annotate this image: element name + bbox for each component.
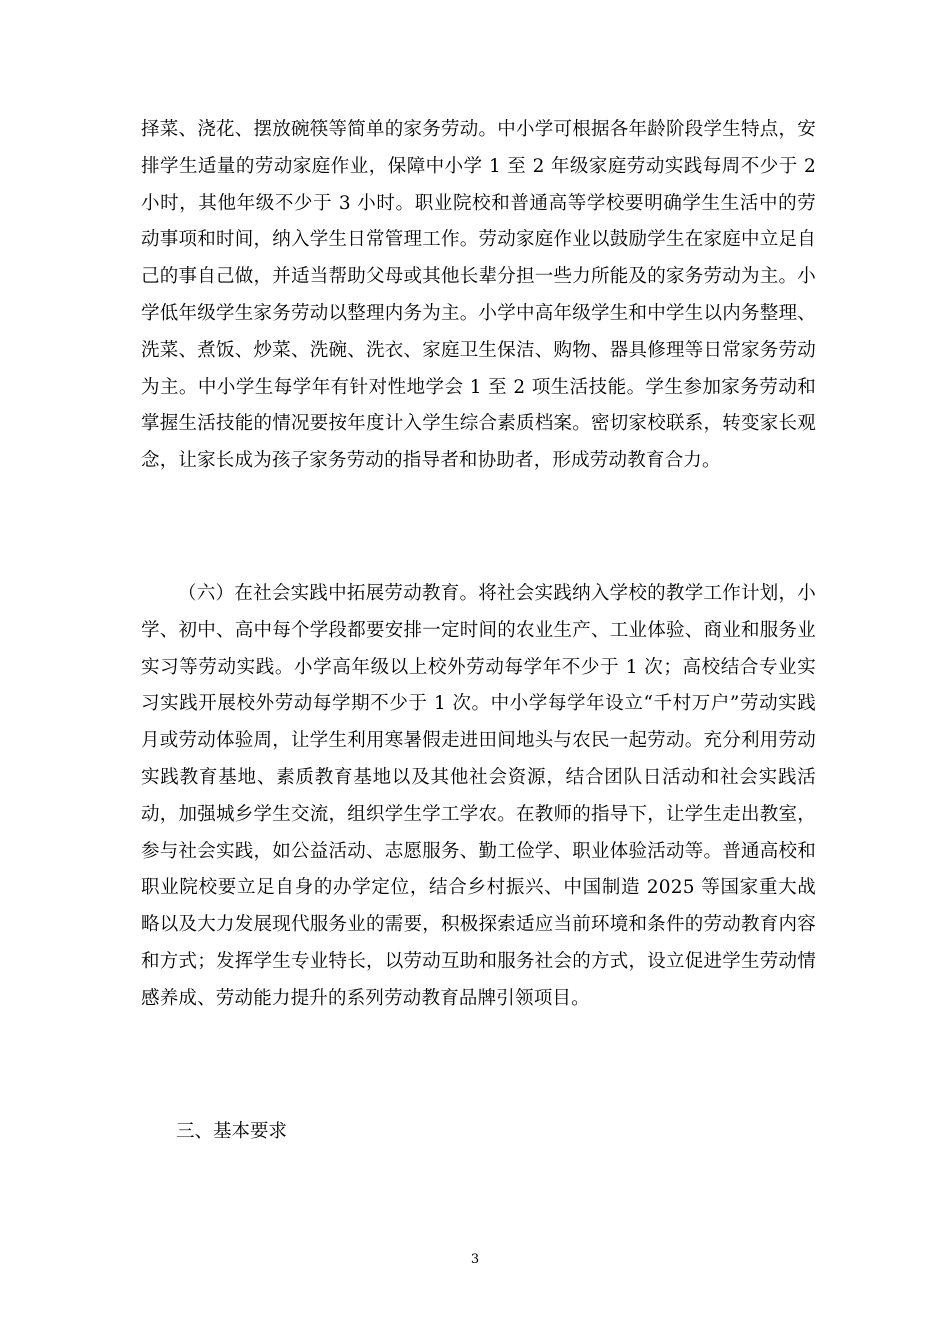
section-heading: 三、基本要求 [176,1121,288,1142]
paragraph-social-practice: （六）在社会实践中拓展劳动教育。将社会实践纳入学校的教学工作计划，小学、初中、高中每个学段都要安排一定时间的农业生产、工业体验、商业和服务业实习等劳动实践。小学高年级以上校外劳动每学年不少于 1 次；高校结合专业实习实践开展校外劳动每学期不少于 1 次。中小学每学年设立“千村万户”劳动实践月或劳动体验周，让学生利用寒暑假走进田间地头与农民一起劳动。充分利用劳动实践教育基地、素质教育基地以及其他社会资源，结合团队日活动和社会实践活动，加强城乡学生交流，组织学生学工学农。在教师的指导下，让学生走出教室，参与社会实践，如公益活动、志愿服务、勤工俭学、职业体验活动等。普通高校和职业院校要立足自身的办学定位，结合乡村振兴、中国制造 2025 等国家重大战略以及大力发展现代服务业的需要，积极探索适应当前环境和条件的劳动教育内容和方式；发挥学生专业特长，以劳动互助和服务社会的方式，设立促进学生劳动情感养成、劳动能力提升的系列劳动教育品牌引领项目。 [141,583,816,1009]
paragraph-household-labor: 择菜、浇花、摆放碗筷等简单的家务劳动。中小学可根据各年龄阶段学生特点，安排学生适量的劳动家庭作业，保障中小学 1 至 2 年级家庭劳动实践每周不少于 2 小时，其他年级不少于 3 小时。职业院校和普通高等学校要明确学生生活中的劳动事项和时间，纳入学生日常管理工作。劳动家庭作业以鼓励学生在家庭中立足自己的事自己做，并适当帮助父母或其他长辈分担一些力所能及的家务劳动为主。小学低年级学生家务劳动以整理内务为主。小学中高年级学生和中学生以内务整理、洗菜、煮饭、炒菜、洗碗、洗衣、家庭卫生保洁、购物、器具修理等日常家务劳动为主。中小学生每学年有针对性地学会 1 至 2 项生活技能。学生参加家务劳动和掌握生活技能的情况要按年度计入学生综合素质档案。密切家校联系，转变家长观念，让家长成为孩子家务劳动的指导者和协助者，形成劳动教育合力。 [141,119,816,472]
page-number: 3 [470,1252,480,1267]
